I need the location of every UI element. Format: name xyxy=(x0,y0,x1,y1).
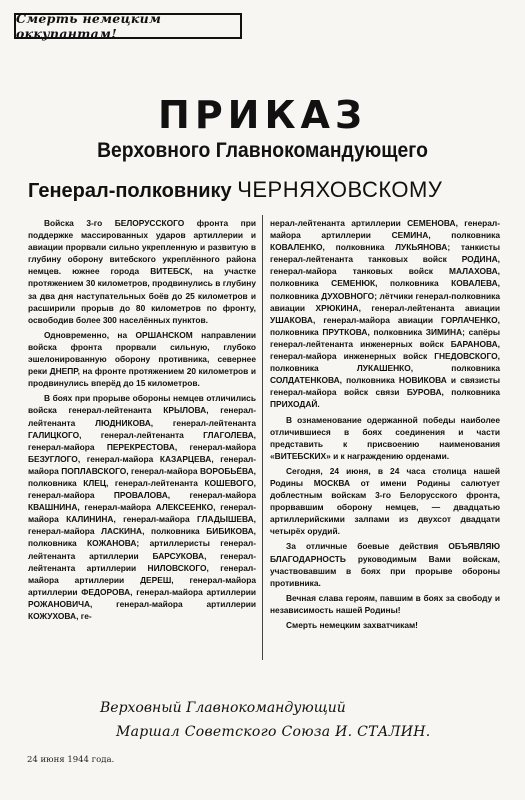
paragraph: Войска 3-го БЕЛОРУССКОГО фронта при поддержке массированных ударов артиллерии и авиации прорвали сильно укрепленную и развитую в глубину оборону витебского укреплённого района немцев. южнее города ВИТЕБСК, на участке протяжением 30 километров, продвинулись в глубину за два дня наступательных боёв до 25 километров и расширили прорыв до 80 километров по фронту, освободив более 300 населённых пунктов. xyxy=(28,218,256,325)
signature-title: Верховный Главнокомандующий xyxy=(100,700,346,716)
left-column xyxy=(28,217,256,625)
slogan-box xyxy=(14,13,242,39)
paragraph: Вечная слава героям, павшим в боях за свободу и независимость нашей Родины! xyxy=(270,592,500,615)
addressee xyxy=(28,176,508,205)
document-subtitle: Верховного Главнокомандующего xyxy=(97,139,428,162)
paragraph: За отличные боевые действия ОБЪЯВЛЯЮ БЛАГОДАРНОСТЬ руководимым Вами войскам, участвовавшим в боях при прорыве обороны противника. xyxy=(270,541,500,588)
right-column xyxy=(270,217,500,634)
paragraph: Смерть немецким захватчикам! xyxy=(286,620,418,630)
paragraph: В ознаменование одержанной победы наиболее отличившиеся в боях соединения и части представить к присвоению наименования «ВИТЕБСКИХ» и к награждению орденами. xyxy=(270,414,500,461)
paragraph: В боях при прорыве обороны немцев отличились войска генерал-лейтенанта КРЫЛОВА, генерал-лейтенанта ЛЮДНИКОВА, генерал-лейтенанта ГАЛИЦКОГО, генерал-лейтенанта ГЛАГОЛЕВА, генерал-майора ПЕРЕКРЕСТОВА, генерал-майора БЕЗУГЛОГО, генерал-майора КАЗАРЦЕВА, генерал-майора ПОПЛАВСКОГО, генерал-майора ВОРОБЬЁВА, полковника КЛЕЦ, генерал-лейтенанта КОШЕВОГО, генерал-майора ПРОВАЛОВА, генерал-майора КВАШНИНА, генерал-майора АЛЕКСЕЕНКО, генерал-майора КАЛИНИНА, генерал-майора ГЛАДЫШЕВА, генерал-майора ЛАСКИНА, полковника БИБИКОВА, полковника КОЖАНОВА; артиллеристы генерал-лейтенанта артиллерии БАРСУКОВА, генерал-лейтенанта артиллерии НИЛОВСКОГО, генерал-майора артиллерии ДЕРЕШ, генерал-майора артиллерии ФЕДОРОВА, генерал-майора артиллерии РОЖАНОВИЧА, генерал-майора артиллерии КОЖУХОВА, ге- xyxy=(28,393,256,621)
signature-name: Маршал Советского Союза И. СТАЛИН. xyxy=(116,724,431,740)
paragraph: Одновременно, на ОРШАНСКОМ направлении войска фронта прорвали сильную, глубоко эшелонированную оборону противника, севернее реки ДНЕПР, на фронте протяжением 20 километров и продвинулись вперёд до 15 километров. xyxy=(28,329,256,389)
paragraph: нерал-лейтенанта артиллерии СЕМЕНОВА, генерал-майора артиллерии СЕМИНА, полковника КОВАЛЕНКО, полковника ЛУКЬЯНОВА; танкисты генерал-лейтенанта танковых войск РОДИНА, генерал-майора танковых войск МАЛАХОВА, полковника СЕМЕНЮК, полковника КОВАЛЕВА, полковника ДУХОВНОГО; лётчики генерал-полковника авиации ХРЮКИНА, генерал-лейтенанта авиации УШАКОВА, генерал-майора авиации ГОРЛАЧЕНКО, полковника ПРУТКОВА, полковника ЗИМИНА; сапёры генерал-лейтенанта инженерных войск БАРАНОВА, генерал-майора инженерных войск ГНЕДОВСКОГО, полковника ЛУКАШЕНКО, полковника СОЛДАТЕНКОВА, полковника НОВИКОВА и связисты генерал-майора войск связи БУРОВА, полковника ПРИХОДАЙ. xyxy=(270,218,500,410)
column-divider xyxy=(262,215,263,660)
paragraph: Сегодня, 24 июня, в 24 часа столица нашей Родины МОСКВА от имени Родины салютует доблестным войскам 3-го Белорусского фронта, прорвавшим оборону немцев, — двадцатью артиллерийскими залпами из двухсот двадцати четырёх орудий. xyxy=(270,465,500,537)
slogan-text: Смерть немецким оккупантам! xyxy=(16,11,162,41)
document-date: 24 июня 1944 года. xyxy=(27,755,115,765)
document-title: ПРИКАЗ xyxy=(158,93,367,137)
addressee-name: ЧЕРНЯХОВСКОМУ xyxy=(237,177,443,202)
addressee-rank: Генерал-полковнику xyxy=(28,180,232,202)
